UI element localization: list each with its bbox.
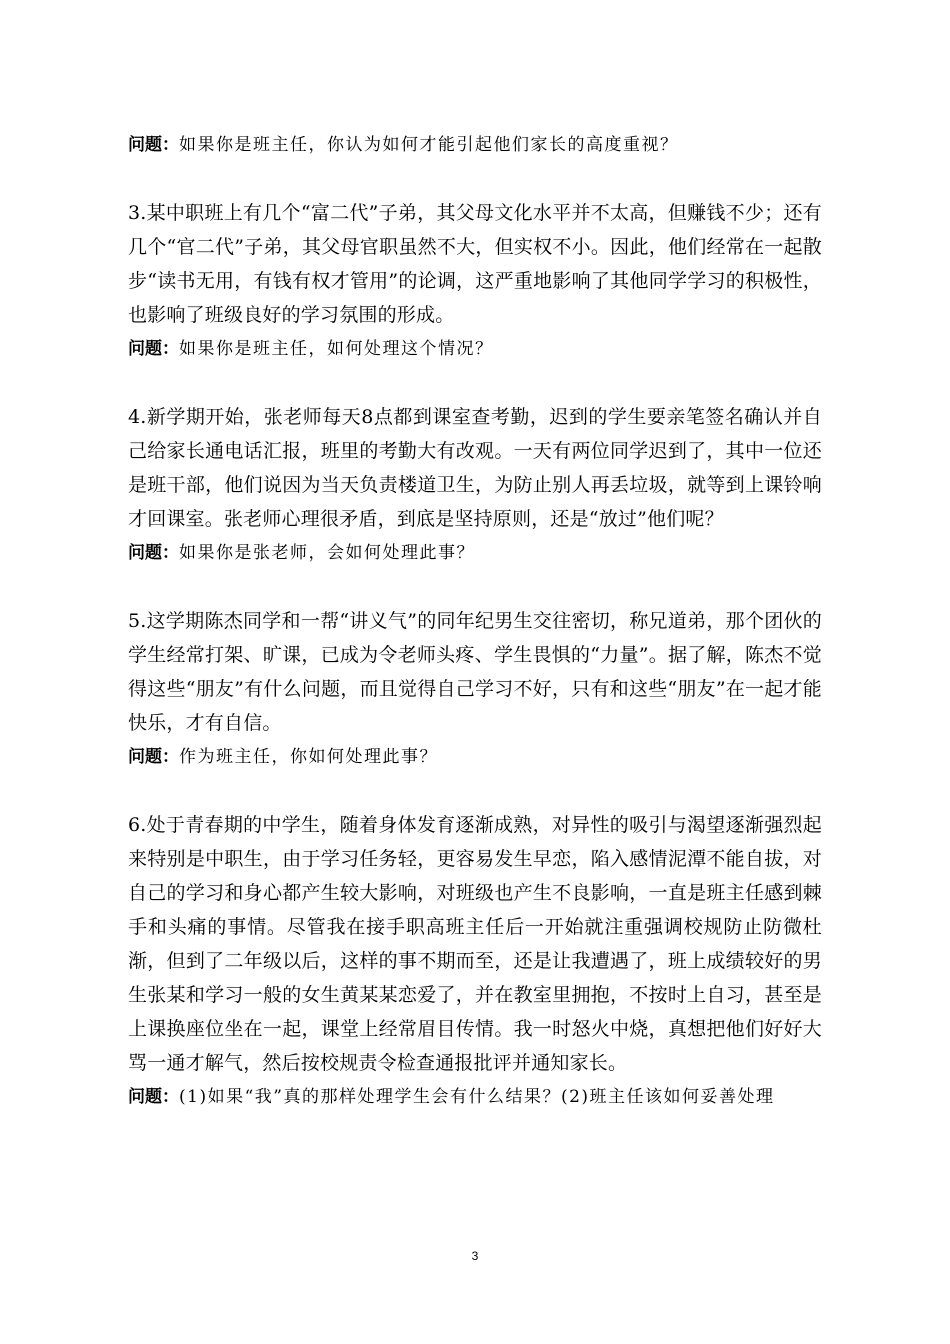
question-text: (1)如果“我”真的那样处理学生会有什么结果？(2)班主任该如何妥善处理 <box>179 1087 775 1107</box>
case-4 <box>128 400 822 570</box>
case-6-question <box>128 1080 822 1114</box>
question-line-2 <box>128 128 822 162</box>
page-number: 3 <box>471 1249 479 1263</box>
question-text: 如果你是张老师，会如何处理此事？ <box>179 543 475 563</box>
question-label: 问题： <box>128 135 179 155</box>
paragraph-gap <box>128 366 822 400</box>
question-label: 问题： <box>128 1087 179 1107</box>
question-label: 问题： <box>128 339 179 359</box>
question-text: 作为班主任，你如何处理此事？ <box>179 747 438 767</box>
case-5-text: 5.这学期陈杰同学和一帮“讲义气”的同年纪男生交往密切，称兄道弟，那个团伙的学生经常打架、旷课，已成为令老师头疼、学生畏惧的“力量”。据了解，陈杰不觉得这些“朋友”有什么问题，而且觉得自己学习不好，只有和这些“朋友”在一起才能快乐，才有自信。 <box>128 610 822 734</box>
question-label: 问题： <box>128 543 179 563</box>
case-3 <box>128 196 822 366</box>
paragraph-gap <box>128 774 822 808</box>
page-content <box>128 128 822 1114</box>
paragraph-gap <box>128 162 822 196</box>
case-6 <box>128 808 822 1114</box>
case-4-question <box>128 536 822 570</box>
question-text: 如果你是班主任，你认为如何才能引起他们家长的高度重视？ <box>179 135 679 155</box>
question-text: 如果你是班主任，如何处理这个情况？ <box>179 339 494 359</box>
case-3-question <box>128 332 822 366</box>
case-3-text: 3.某中职班上有几个“富二代”子弟，其父母文化水平并不太高，但赚钱不少；还有几个“官二代”子弟，其父母官职虽然不大，但实权不小。因此，他们经常在一起散步“读书无用，有钱有权才管用”的论调，这严重地影响了其他同学学习的积极性，也影响了班级良好的学习氛围的形成。 <box>128 202 822 326</box>
case-4-text: 4.新学期开始，张老师每天8点都到课室查考勤，迟到的学生要亲笔签名确认并自己给家长通电话汇报，班里的考勤大有改观。一天有两位同学迟到了，其中一位还是班干部，他们说因为当天负责楼道卫生，为防止别人再丢垃圾，就等到上课铃响才回课室。张老师心理很矛盾，到底是坚持原则，还是“放过”他们呢？ <box>128 406 822 530</box>
case-6-text: 6.处于青春期的中学生，随着身体发育逐渐成熟，对异性的吸引与渴望逐渐强烈起来特别是中职生，由于学习任务轻，更容易发生早恋，陷入感情泥潭不能自拔，对自己的学习和身心都产生较大影响，对班级也产生不良影响，一直是班主任感到棘手和头痛的事情。尽管我在接手职高班主任后一开始就注重强调校规防止防微杜渐，但到了二年级以后，这样的事不期而至，还是让我遭遇了，班上成绩较好的男生张某和学习一般的女生黄某某恋爱了，并在教室里拥抱，不按时上自习，甚至是上课换座位坐在一起，课堂上经常眉目传情。我一时怒火中烧，真想把他们好好大骂一通才解气，然后按校规责令检查通报批评并通知家长。 <box>128 814 822 1074</box>
paragraph-gap <box>128 570 822 604</box>
case-5-question <box>128 740 822 774</box>
case-5 <box>128 604 822 774</box>
question-label: 问题： <box>128 747 179 767</box>
